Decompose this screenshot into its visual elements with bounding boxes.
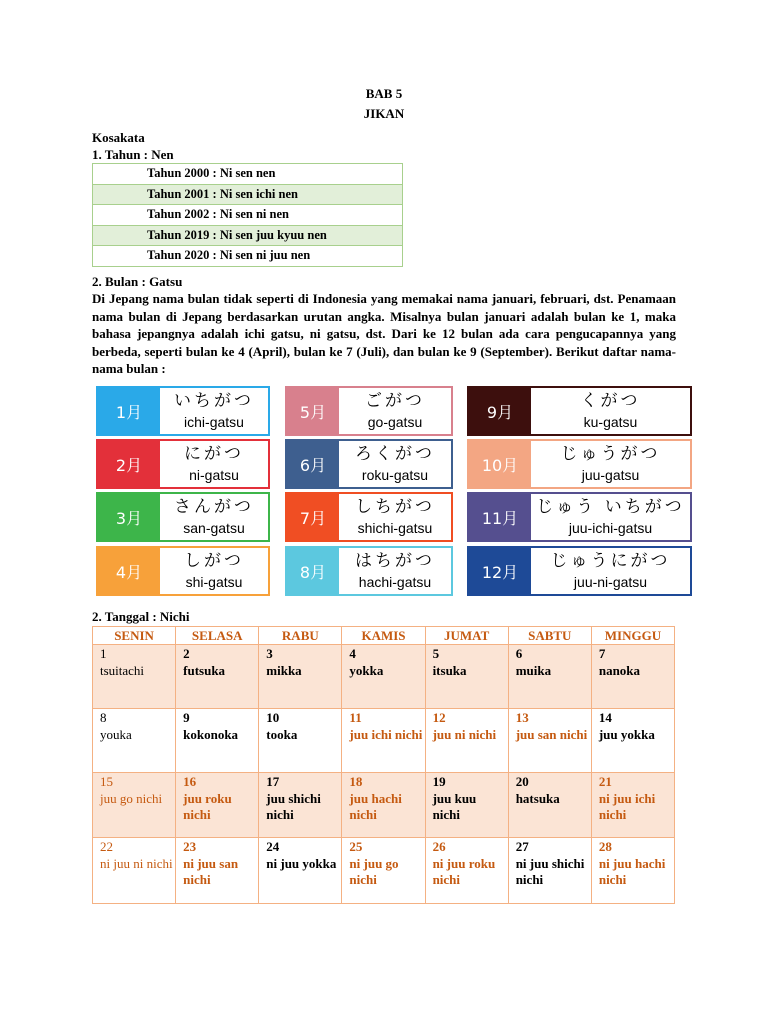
date-name: tooka [266, 726, 298, 742]
month-text [160, 548, 268, 594]
month-number: 2月 [98, 441, 160, 487]
date-name: muika [515, 662, 552, 678]
months-paragraph: Di Jepang nama bulan tidak seperti di Indonesia yang memakai nama januari, februari, dst. Penamaan nama bulan di Jepang berdasarkan urutan angka. Misalnya bulan januari adalah bulan ke 1, maka bahasa jepangnya adalah ichi gatsu, ni gatsu, dst. Dari ke 12 bulan ada cara pengucapannya yang berbeda, seperti bulan ke 4 (April), bulan ke 7 (Juli), dan bulan ke 9 (September). Berikut daftar nama-nama bulan : [92, 291, 676, 376]
years-heading: 1. Tahun : Nen [92, 147, 174, 162]
date-name: ni juu hachi nichi [598, 855, 666, 887]
month-romaji: roku-gatsu [361, 467, 429, 483]
month-text [531, 441, 690, 487]
date-cell [425, 838, 508, 904]
month-card [96, 492, 270, 542]
month-kana: くがつ [580, 391, 641, 411]
table-row [93, 225, 403, 246]
date-name: ni juu ni nichi [100, 855, 173, 871]
date-cell [93, 838, 176, 904]
date-name: juu shichi nichi [266, 790, 321, 822]
month-card [285, 492, 453, 542]
section-heading: Kosakata [92, 130, 145, 145]
date-cell [342, 838, 425, 904]
date-name: yokka [349, 662, 384, 678]
month-romaji: juu-ichi-gatsu [568, 520, 653, 536]
date-name: juu ni nichi [432, 726, 497, 742]
month-text [531, 548, 690, 594]
date-cell [425, 645, 508, 709]
year-cell: Tahun 2019 : Ni sen juu kyuu nen [93, 225, 403, 246]
column-header: RABU [259, 627, 342, 645]
date-name: ni juu roku nichi [432, 855, 496, 887]
date-cell [508, 838, 591, 904]
month-romaji: ni-gatsu [189, 467, 239, 483]
date-number: 20 [515, 774, 529, 789]
date-number: 10 [266, 710, 280, 725]
month-kana: いちがつ [174, 391, 254, 411]
month-number: 10月 [469, 441, 531, 487]
column-header: JUMAT [425, 627, 508, 645]
date-number: 9 [183, 710, 190, 725]
month-number: 1月 [98, 388, 160, 434]
date-number: 17 [266, 774, 280, 789]
month-kana: ごがつ [365, 391, 425, 411]
date-name: juu yokka [598, 726, 655, 742]
month-card [467, 546, 692, 596]
month-text [339, 441, 451, 487]
date-number: 4 [349, 646, 356, 661]
date-cell [176, 773, 259, 838]
date-name: juu roku nichi [183, 790, 232, 822]
date-name: ni juu go nichi [349, 855, 399, 887]
date-number: 5 [432, 646, 440, 661]
date-number: 22 [100, 839, 113, 854]
month-number: 8月 [287, 548, 339, 594]
month-romaji: shi-gatsu [185, 574, 243, 590]
date-cell [508, 709, 591, 773]
month-kana: はちがつ [355, 551, 435, 571]
month-romaji: hachi-gatsu [358, 574, 432, 590]
month-kana: じゅう いちがつ [536, 497, 685, 517]
year-cell: Tahun 2000 : Ni sen nen [93, 164, 403, 185]
date-number: 15 [100, 774, 113, 789]
date-cell [176, 645, 259, 709]
column-header: SABTU [508, 627, 591, 645]
table-row [93, 773, 675, 838]
table-row [93, 205, 403, 226]
date-number: 21 [598, 774, 612, 789]
table-row [93, 246, 403, 267]
date-cell [259, 645, 342, 709]
date-cell [259, 838, 342, 904]
date-name: juu go nichi [100, 790, 163, 806]
table-row [93, 709, 675, 773]
month-kana: しちがつ [355, 497, 435, 517]
date-name: ni juu shichi nichi [515, 855, 585, 887]
month-text [339, 494, 451, 540]
date-number: 11 [349, 710, 362, 725]
month-card [285, 386, 453, 436]
month-romaji: go-gatsu [367, 414, 423, 430]
date-name: mikka [266, 662, 302, 678]
date-number: 2 [183, 646, 190, 661]
date-name: juu ichi nichi [349, 726, 423, 742]
month-number: 4月 [98, 548, 160, 594]
month-romaji: san-gatsu [183, 520, 245, 536]
date-number: 24 [266, 839, 280, 854]
month-text [339, 388, 451, 434]
date-number: 23 [183, 839, 197, 854]
month-number: 5月 [287, 388, 339, 434]
date-cell [342, 645, 425, 709]
month-card [467, 439, 692, 489]
date-number: 7 [598, 646, 606, 661]
date-name: juu san nichi [515, 726, 588, 742]
month-text [160, 494, 268, 540]
dates-heading: 2. Tanggal : Nichi [92, 609, 190, 624]
date-number: 25 [349, 839, 363, 854]
month-text [531, 388, 690, 434]
chapter-topic: JIKAN [363, 106, 405, 121]
date-name: itsuka [432, 662, 467, 678]
year-cell: Tahun 2020 : Ni sen ni juu nen [93, 246, 403, 267]
month-number: 7月 [287, 494, 339, 540]
date-number: 12 [432, 710, 446, 725]
month-text [531, 494, 690, 540]
column-header: SELASA [176, 627, 259, 645]
month-number: 11月 [469, 494, 531, 540]
date-name: ni juu san nichi [183, 855, 239, 887]
dates-table [92, 626, 675, 904]
month-romaji: shichi-gatsu [357, 520, 433, 536]
date-cell [176, 709, 259, 773]
table-row [93, 164, 403, 185]
date-cell [425, 709, 508, 773]
column-header: KAMIS [342, 627, 425, 645]
date-number: 28 [598, 839, 612, 854]
date-name: youka [100, 726, 132, 742]
date-number: 8 [100, 710, 107, 725]
table-row [93, 184, 403, 205]
months-heading: 2. Bulan : Gatsu [92, 274, 183, 289]
table-row [93, 645, 675, 709]
date-number: 26 [432, 839, 446, 854]
month-text [160, 388, 268, 434]
date-cell [591, 645, 674, 709]
table-row [93, 838, 675, 904]
date-cell [591, 838, 674, 904]
date-number: 27 [515, 839, 529, 854]
month-romaji: ku-gatsu [583, 414, 638, 430]
year-cell: Tahun 2002 : Ni sen ni nen [93, 205, 403, 226]
date-cell [591, 773, 674, 838]
month-kana: しがつ [184, 551, 244, 571]
column-header: MINGGU [591, 627, 674, 645]
date-number: 16 [183, 774, 197, 789]
month-kana: にがつ [184, 444, 244, 464]
date-number: 19 [432, 774, 446, 789]
month-romaji: juu-ni-gatsu [573, 574, 648, 590]
date-name: kokonoka [183, 726, 239, 742]
date-name: hatsuka [515, 790, 560, 806]
date-cell [93, 645, 176, 709]
year-cell: Tahun 2001 : Ni sen ichi nen [93, 184, 403, 205]
month-number: 6月 [287, 441, 339, 487]
month-card [285, 546, 453, 596]
month-card [467, 492, 692, 542]
month-number: 3月 [98, 494, 160, 540]
date-cell [93, 709, 176, 773]
month-romaji: ichi-gatsu [184, 414, 244, 430]
date-cell [259, 773, 342, 838]
date-cell [259, 709, 342, 773]
month-card [285, 439, 453, 489]
date-name: juu kuu nichi [432, 790, 477, 822]
month-card [467, 386, 692, 436]
date-name: ni juu yokka [266, 855, 337, 871]
date-number: 6 [515, 646, 523, 661]
month-text [160, 441, 268, 487]
column-header: SENIN [93, 627, 176, 645]
date-cell [93, 773, 176, 838]
date-name: nanoka [598, 662, 641, 678]
date-number: 1 [100, 646, 107, 661]
date-cell [425, 773, 508, 838]
date-number: 3 [266, 646, 273, 661]
date-number: 18 [349, 774, 363, 789]
month-kana: さんがつ [174, 497, 254, 517]
table-header-row [93, 627, 675, 645]
month-text [339, 548, 451, 594]
month-card [96, 386, 270, 436]
month-number: 9月 [469, 388, 531, 434]
date-name: juu hachi nichi [349, 790, 402, 822]
chapter-title: BAB 5 [365, 86, 403, 101]
date-cell [342, 773, 425, 838]
month-kana: じゅうにがつ [550, 551, 671, 571]
date-cell [591, 709, 674, 773]
date-cell [508, 645, 591, 709]
month-kana: ろくがつ [355, 444, 435, 464]
date-cell [342, 709, 425, 773]
date-name: ni juu ichi nichi [598, 790, 656, 822]
month-romaji: juu-gatsu [581, 467, 640, 483]
month-card [96, 439, 270, 489]
date-cell [176, 838, 259, 904]
date-number: 13 [515, 710, 529, 725]
date-name: futsuka [183, 662, 226, 678]
date-cell [508, 773, 591, 838]
date-name: tsuitachi [100, 662, 145, 678]
date-number: 14 [598, 710, 612, 725]
month-card [96, 546, 270, 596]
month-number: 12月 [469, 548, 531, 594]
years-table [92, 163, 403, 267]
month-kana: じゅうがつ [560, 444, 661, 464]
